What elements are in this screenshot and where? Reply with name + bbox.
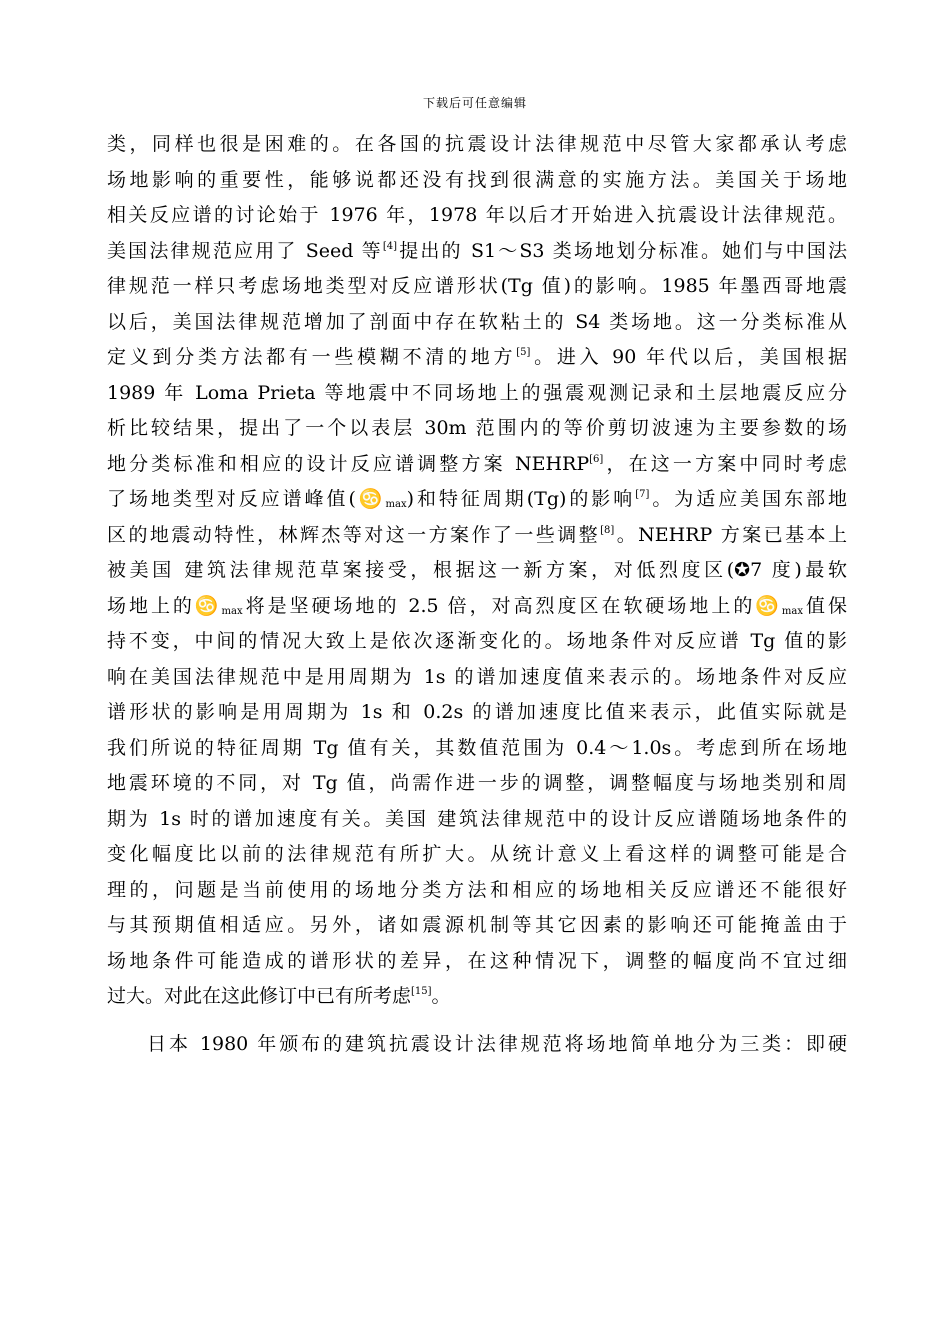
text-line: 定义到分类方法都有一些模糊不清的地方[5]。进入 90 年代以后，美国根据	[107, 346, 847, 368]
page-header: 下载后可任意编辑	[422, 96, 527, 110]
text-line: 场地条件可能造成的谱形状的差异，在这种情况下，调整的幅度尚不宜过细	[107, 949, 847, 972]
text-line: 谱形状的影响是用周期为 1s 和 0.2s 的谱加速度比值来表示，此值实际就是	[107, 701, 847, 723]
text-line: 期为 1s 时的谱加速度有关。美国 建筑法律规范中的设计反应谱随场地条件的	[107, 807, 847, 830]
text-line: 变化幅度比以前的法律规范有所扩大。从统计意义上看这样的调整可能是合	[107, 843, 847, 865]
text-line: 我们所说的特征周期 Tg 值有关，其数值范围为 0.4～1.0s。考虑到所在场地	[107, 736, 847, 759]
text-line: 响在美国法律规范中是用周期为 1s 的谱加速度值来表示的。场地条件对反应	[107, 665, 847, 688]
text-line: 被美国 建筑法律规范草案接受，根据这一新方案，对低烈度区(✪7 度)最软	[107, 559, 847, 581]
text-line: 地分类标准和相应的设计反应谱调整方案 NEHRP[6]，在这一方案中同时考虑	[107, 452, 847, 475]
text-line: 理的，问题是当前使用的场地分类方法和相应的场地相关反应谱还不能很好	[107, 878, 847, 901]
text-line: 了场地类型对反应谱峰值$(♋_{max})$和特征周期(Tg)的影响[7]。为适应美国东部地	[107, 488, 847, 510]
paragraph	[107, 127, 847, 1015]
text-line: 律规范一样只考虑场地类型对反应谱形状(Tg 值)的影响。1985 年墨西哥地震	[107, 275, 847, 297]
text-line: 相关反应谱的讨论始于 1976 年，1978 年以后才开始进入抗震设计法律规范。	[107, 204, 847, 226]
text-line: 过大。对此在这此修订中已有所考虑[15]。	[107, 985, 451, 1007]
paragraph-gap	[107, 1015, 847, 1027]
text-line: 区的地震动特性，林辉杰等对这一方案作了一些调整[8]。NEHRP 方案已基本上	[107, 523, 847, 546]
text-line: 持不变，中间的情况大致上是依次逐渐变化的。场地条件对反应谱 Tg 值的影	[107, 630, 847, 652]
text-line: 场地上的$♋_{max}$将是坚硬场地的 2.5 倍，对高烈度区在软硬场地上的$♋_{max}$值保	[107, 594, 847, 617]
text-line: 场地影响的重要性，能够说都还没有找到很满意的实施方法。美国关于场地	[107, 168, 847, 191]
text-line: 类，同样也很是困难的。在各国的抗震设计法律规范中尽管大家都承认考虑	[107, 133, 847, 155]
text-line: 地震环境的不同，对 Tg 值，尚需作进一步的调整，调整幅度与场地类别和周	[107, 772, 847, 794]
text-line: 析比较结果，提出了一个以表层 30m 范围内的等价剪切波速为主要参数的场	[107, 417, 847, 439]
text-line: 日本 1980 年颁布的建筑抗震设计法律规范将场地简单地分为三类：即硬	[147, 1032, 847, 1055]
document-body	[107, 127, 847, 1062]
text-line: 与其预期值相适应。另外，诸如震源机制等其它因素的影响还可能掩盖由于	[107, 914, 847, 936]
text-line: 美国法律规范应用了 Seed 等[4]提出的 S1～S3 类场地划分标准。她们与中国法	[107, 239, 847, 262]
text-line: 1989 年 Loma Prieta 等地震中不同场地上的强震观测记录和土层地震反应分	[107, 381, 847, 404]
text-line: 以后，美国法律规范增加了剖面中存在软粘土的 S4 类场地。这一分类标准从	[107, 310, 847, 333]
paragraph	[107, 1027, 847, 1063]
